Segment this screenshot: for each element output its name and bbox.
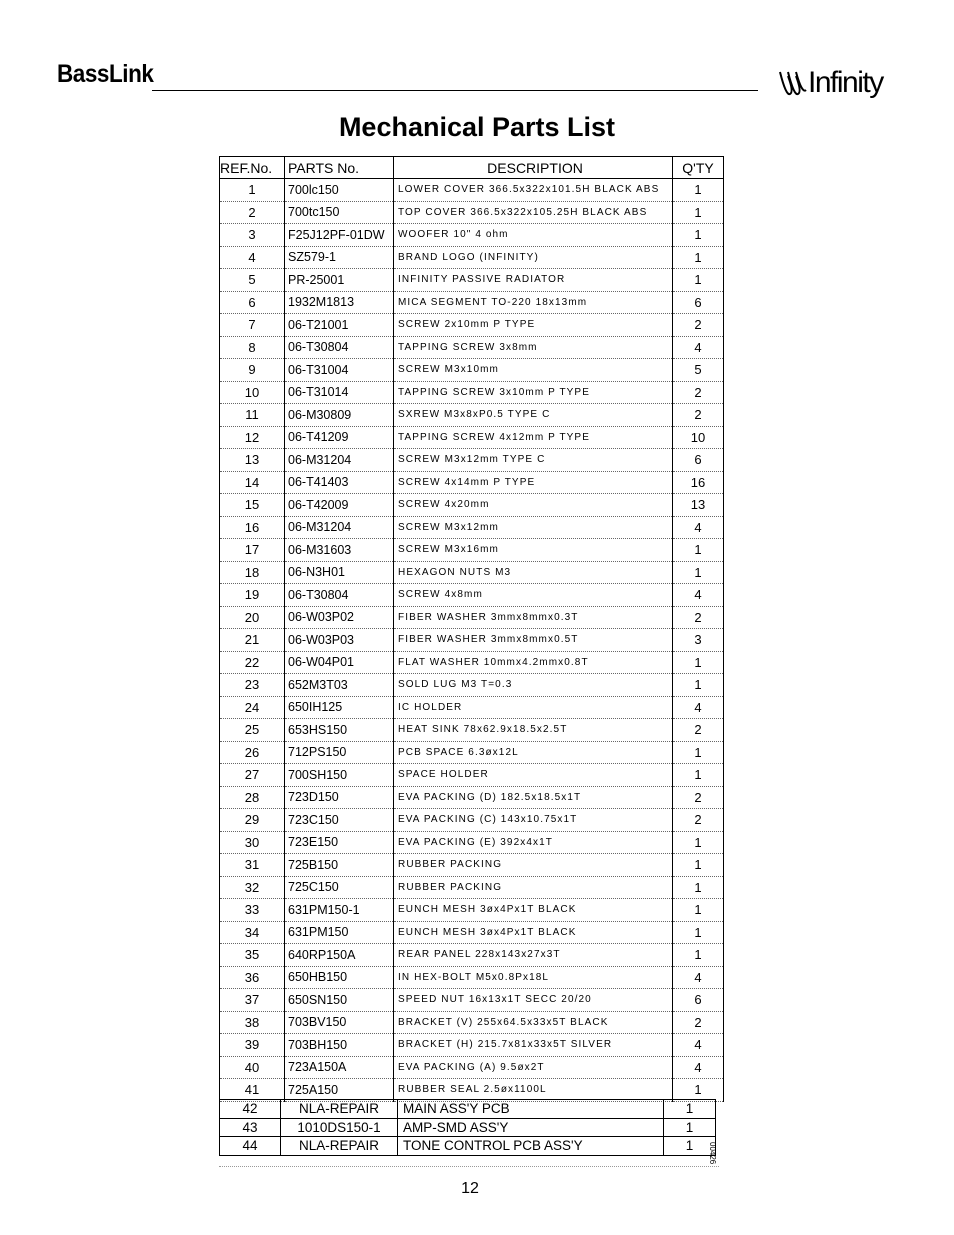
- part-number-cell: 06-T42009: [285, 494, 394, 517]
- description-cell: SOLD LUG M3 T=0.3: [394, 674, 673, 697]
- part-number-cell: 723E150: [285, 831, 394, 854]
- part-number-cell: 06-W04P01: [285, 651, 394, 674]
- qty-cell: 1: [673, 179, 724, 202]
- ref-cell: 32: [220, 876, 285, 899]
- description-cell: BRACKET (V) 255x64.5x33x5T BLACK: [394, 1011, 673, 1034]
- part-number-cell: 653HS150: [285, 719, 394, 742]
- ref-cell: 35: [220, 944, 285, 967]
- description-cell: INFINITY PASSIVE RADIATOR: [394, 269, 673, 292]
- part-number-cell: 650SN150: [285, 989, 394, 1012]
- table-row: [220, 764, 724, 787]
- table-row: [220, 539, 724, 562]
- qty-cell: 4: [673, 696, 724, 719]
- part-number-cell: 631PM150-1: [285, 899, 394, 922]
- ref-cell: 5: [220, 269, 285, 292]
- header-rule: [152, 90, 758, 91]
- part-number-cell: 725B150: [285, 854, 394, 877]
- qty-cell: 1: [673, 651, 724, 674]
- description-cell: SCREW M3x10mm: [394, 359, 673, 382]
- ref-cell: 44: [220, 1137, 281, 1156]
- ref-cell: 8: [220, 336, 285, 359]
- description-cell: FLAT WASHER 10mmx4.2mmx0.8T: [394, 651, 673, 674]
- ref-cell: 17: [220, 539, 285, 562]
- part-number-cell: 06-M31204: [285, 516, 394, 539]
- table-row: [220, 741, 724, 764]
- document-code: 00426: [708, 1142, 717, 1165]
- description-cell: SCREW M3x12mm: [394, 516, 673, 539]
- table-row: [220, 1034, 724, 1057]
- description-cell: SCREW 2x10mm P TYPE: [394, 314, 673, 337]
- ref-cell: 19: [220, 584, 285, 607]
- ref-cell: 40: [220, 1056, 285, 1079]
- qty-cell: 1: [673, 944, 724, 967]
- table-row: [220, 426, 724, 449]
- part-number-cell: 06-T30804: [285, 336, 394, 359]
- description-cell: WOOFER 10" 4 ohm: [394, 224, 673, 247]
- qty-cell: 4: [673, 584, 724, 607]
- qty-cell: 13: [673, 494, 724, 517]
- part-number-cell: 650IH125: [285, 696, 394, 719]
- ref-cell: 14: [220, 471, 285, 494]
- part-number-cell: 631PM150: [285, 921, 394, 944]
- ref-cell: 10: [220, 381, 285, 404]
- qty-cell: 2: [673, 1011, 724, 1034]
- description-cell: TAPPING SCREW 3x10mm P TYPE: [394, 381, 673, 404]
- description-cell: HEAT SINK 78x62.9x18.5x2.5T: [394, 719, 673, 742]
- description-cell: LOWER COVER 366.5x322x101.5H BLACK ABS: [394, 179, 673, 202]
- ref-cell: 27: [220, 764, 285, 787]
- page-title: Mechanical Parts List: [338, 112, 616, 142]
- ref-cell: 3: [220, 224, 285, 247]
- part-number-cell: 06-T41403: [285, 471, 394, 494]
- qty-cell: 1: [673, 674, 724, 697]
- description-cell: REAR PANEL 228x143x27x3T: [394, 944, 673, 967]
- table-row: [220, 1137, 716, 1156]
- part-number-cell: 1932M1813: [285, 291, 394, 314]
- part-number-cell: 06-N3H01: [285, 561, 394, 584]
- qty-cell: 1: [673, 741, 724, 764]
- table-row: [220, 201, 724, 224]
- part-number-cell: 06-T31004: [285, 359, 394, 382]
- part-number-cell: 650HB150: [285, 966, 394, 989]
- qty-cell: 16: [673, 471, 724, 494]
- part-number-cell: 703BH150: [285, 1034, 394, 1057]
- ref-cell: 42: [220, 1100, 281, 1119]
- ref-cell: 36: [220, 966, 285, 989]
- description-cell: IC HOLDER: [394, 696, 673, 719]
- ref-cell: 25: [220, 719, 285, 742]
- table-row: [220, 944, 724, 967]
- ref-cell: 2: [220, 201, 285, 224]
- part-number-cell: 725A150: [285, 1079, 394, 1102]
- table-row: [220, 966, 724, 989]
- description-cell: EVA PACKING (E) 392x4x1T: [394, 831, 673, 854]
- header-qty: Q'TY: [673, 157, 724, 179]
- header-parts-no: PARTS No.: [285, 157, 394, 179]
- qty-cell: 1: [673, 764, 724, 787]
- part-number-cell: 700SH150: [285, 764, 394, 787]
- ref-cell: 28: [220, 786, 285, 809]
- qty-cell: 4: [673, 1034, 724, 1057]
- ref-cell: 29: [220, 809, 285, 832]
- qty-cell: 2: [673, 606, 724, 629]
- ref-cell: 9: [220, 359, 285, 382]
- qty-cell: 1: [673, 246, 724, 269]
- ref-cell: 38: [220, 1011, 285, 1034]
- table-row: [220, 606, 724, 629]
- part-number-cell: 06-T30804: [285, 584, 394, 607]
- description-cell: SPEED NUT 16x13x1T SECC 20/20: [394, 989, 673, 1012]
- table-row: [220, 674, 724, 697]
- ref-cell: 26: [220, 741, 285, 764]
- description-cell: EVA PACKING (C) 143x10.75x1T: [394, 809, 673, 832]
- qty-cell: 3: [673, 629, 724, 652]
- header-ref: REF.No.: [220, 157, 285, 179]
- qty-cell: 6: [673, 291, 724, 314]
- table-row: [220, 629, 724, 652]
- description-cell: SCREW 4x20mm: [394, 494, 673, 517]
- qty-cell: 4: [673, 1056, 724, 1079]
- description-cell: EVA PACKING (A) 9.5øx2T: [394, 1056, 673, 1079]
- ref-cell: 30: [220, 831, 285, 854]
- table-row: [220, 404, 724, 427]
- qty-cell: 2: [673, 719, 724, 742]
- part-number-cell: 703BV150: [285, 1011, 394, 1034]
- part-number-cell: 06-M31204: [285, 449, 394, 472]
- description-cell: SCREW 4x14mm P TYPE: [394, 471, 673, 494]
- ref-cell: 21: [220, 629, 285, 652]
- description-cell: RUBBER PACKING: [394, 876, 673, 899]
- part-number-cell: F25J12PF-01DW: [285, 224, 394, 247]
- ref-cell: 43: [220, 1118, 281, 1137]
- description-cell: RUBBER SEAL 2.5øx1100L: [394, 1079, 673, 1102]
- description-cell: PCB SPACE 6.3øx12L: [394, 741, 673, 764]
- ref-cell: 13: [220, 449, 285, 472]
- ref-cell: 1: [220, 179, 285, 202]
- ref-cell: 11: [220, 404, 285, 427]
- ref-cell: 39: [220, 1034, 285, 1057]
- part-number-cell: 723D150: [285, 786, 394, 809]
- qty-cell: 2: [673, 786, 724, 809]
- part-number-cell: NLA-REPAIR: [281, 1100, 398, 1119]
- ref-cell: 24: [220, 696, 285, 719]
- table-row: [220, 561, 724, 584]
- qty-cell: 2: [673, 404, 724, 427]
- qty-cell: 6: [673, 449, 724, 472]
- part-number-cell: 700tc150: [285, 201, 394, 224]
- qty-cell: 6: [673, 989, 724, 1012]
- table-row: [220, 314, 724, 337]
- infinity-logo-icon: [778, 68, 810, 98]
- qty-cell: 1: [673, 561, 724, 584]
- ref-cell: 34: [220, 921, 285, 944]
- table-row: [220, 786, 724, 809]
- part-number-cell: 640RP150A: [285, 944, 394, 967]
- description-cell: TAPPING SCREW 3x8mm: [394, 336, 673, 359]
- qty-cell: 4: [673, 516, 724, 539]
- ref-cell: 20: [220, 606, 285, 629]
- part-number-cell: 06-W03P02: [285, 606, 394, 629]
- ref-cell: 7: [220, 314, 285, 337]
- table-row: [220, 224, 724, 247]
- table-row: [220, 291, 724, 314]
- qty-cell: 1: [673, 831, 724, 854]
- ref-cell: 6: [220, 291, 285, 314]
- qty-cell: 1: [664, 1137, 716, 1156]
- table-row: [220, 876, 724, 899]
- qty-cell: 4: [673, 966, 724, 989]
- part-number-cell: SZ579-1: [285, 246, 394, 269]
- ref-cell: 18: [220, 561, 285, 584]
- table-row: [220, 854, 724, 877]
- table-row: [220, 1056, 724, 1079]
- qty-cell: 1: [673, 224, 724, 247]
- part-number-cell: 712PS150: [285, 741, 394, 764]
- description-cell: FIBER WASHER 3mmx8mmx0.5T: [394, 629, 673, 652]
- ref-cell: 4: [220, 246, 285, 269]
- qty-cell: 1: [673, 1079, 724, 1102]
- part-number-cell: 723A150A: [285, 1056, 394, 1079]
- qty-cell: 4: [673, 336, 724, 359]
- table-row: [220, 921, 724, 944]
- ref-cell: 41: [220, 1079, 285, 1102]
- description-cell: HEXAGON NUTS M3: [394, 561, 673, 584]
- header-description: DESCRIPTION: [394, 157, 673, 179]
- description-cell: RUBBER PACKING: [394, 854, 673, 877]
- description-cell: SCREW M3x12mm TYPE C: [394, 449, 673, 472]
- ref-cell: 31: [220, 854, 285, 877]
- qty-cell: 1: [673, 201, 724, 224]
- ref-cell: 15: [220, 494, 285, 517]
- parts-table: [219, 156, 724, 1102]
- table-row: [220, 651, 724, 674]
- ref-cell: 12: [220, 426, 285, 449]
- ref-cell: 23: [220, 674, 285, 697]
- description-cell: SPACE HOLDER: [394, 764, 673, 787]
- table-row: [220, 809, 724, 832]
- qty-cell: 1: [673, 921, 724, 944]
- description-cell: BRACKET (H) 215.7x81x33x5T SILVER: [394, 1034, 673, 1057]
- description-cell: TONE CONTROL PCB ASS'Y: [398, 1137, 664, 1156]
- table-row: [220, 359, 724, 382]
- table-row: [220, 381, 724, 404]
- table-row: [220, 494, 724, 517]
- description-cell: MICA SEGMENT TO-220 18x13mm: [394, 291, 673, 314]
- description-cell: EVA PACKING (D) 182.5x18.5x1T: [394, 786, 673, 809]
- description-cell: TAPPING SCREW 4x12mm P TYPE: [394, 426, 673, 449]
- ref-cell: 37: [220, 989, 285, 1012]
- part-number-cell: 700lc150: [285, 179, 394, 202]
- description-cell: BRAND LOGO (INFINITY): [394, 246, 673, 269]
- part-number-cell: 06-M30809: [285, 404, 394, 427]
- table-row: [220, 1100, 716, 1119]
- table-row: [220, 471, 724, 494]
- part-number-cell: NLA-REPAIR: [281, 1137, 398, 1156]
- description-cell: SXREW M3x8xP0.5 TYPE C: [394, 404, 673, 427]
- qty-cell: 10: [673, 426, 724, 449]
- description-cell: SCREW 4x8mm: [394, 584, 673, 607]
- table-row: [220, 449, 724, 472]
- part-number-cell: 723C150: [285, 809, 394, 832]
- description-cell: IN HEX-BOLT M5x0.8Px18L: [394, 966, 673, 989]
- qty-cell: 5: [673, 359, 724, 382]
- table-row: [220, 336, 724, 359]
- table-row: [220, 269, 724, 292]
- ref-cell: 33: [220, 899, 285, 922]
- description-cell: TOP COVER 366.5x322x105.25H BLACK ABS: [394, 201, 673, 224]
- qty-cell: 1: [673, 269, 724, 292]
- assembly-table: [219, 1099, 716, 1156]
- ref-cell: 22: [220, 651, 285, 674]
- part-number-cell: 06-T41209: [285, 426, 394, 449]
- qty-cell: 1: [664, 1118, 716, 1137]
- description-cell: AMP-SMD ASS'Y: [398, 1118, 664, 1137]
- part-number-cell: PR-25001: [285, 269, 394, 292]
- part-number-cell: 06-M31603: [285, 539, 394, 562]
- table-header-row: [220, 157, 724, 179]
- description-cell: MAIN ASS'Y PCB: [398, 1100, 664, 1119]
- part-number-cell: 06-W03P03: [285, 629, 394, 652]
- table-row: [220, 1079, 724, 1102]
- table-row: [220, 584, 724, 607]
- part-number-cell: 06-T31014: [285, 381, 394, 404]
- part-number-cell: 1010DS150-1: [281, 1118, 398, 1137]
- description-cell: EUNCH MESH 3øx4Px1T BLACK: [394, 899, 673, 922]
- qty-cell: 1: [673, 539, 724, 562]
- table-row: [220, 246, 724, 269]
- table-bottom-rule: [219, 1166, 719, 1167]
- infinity-logo: [778, 66, 900, 100]
- table-row: [220, 179, 724, 202]
- table-row: [220, 719, 724, 742]
- qty-cell: 1: [673, 876, 724, 899]
- table-row: [220, 831, 724, 854]
- table-row: [220, 696, 724, 719]
- qty-cell: 2: [673, 314, 724, 337]
- part-number-cell: 652M3T03: [285, 674, 394, 697]
- description-cell: SCREW M3x16mm: [394, 539, 673, 562]
- part-number-cell: 06-T21001: [285, 314, 394, 337]
- qty-cell: 1: [673, 854, 724, 877]
- table-row: [220, 516, 724, 539]
- ref-cell: 16: [220, 516, 285, 539]
- table-row: [220, 1011, 724, 1034]
- document-title: BassLink: [57, 60, 154, 88]
- table-row: [220, 899, 724, 922]
- description-cell: FIBER WASHER 3mmx8mmx0.3T: [394, 606, 673, 629]
- qty-cell: 2: [673, 809, 724, 832]
- brand-wordmark: Infinity: [808, 66, 883, 99]
- qty-cell: 1: [664, 1100, 716, 1119]
- qty-cell: 2: [673, 381, 724, 404]
- part-number-cell: 725C150: [285, 876, 394, 899]
- qty-cell: 1: [673, 899, 724, 922]
- description-cell: EUNCH MESH 3øx4Px1T BLACK: [394, 921, 673, 944]
- table-row: [220, 1118, 716, 1137]
- table-row: [220, 989, 724, 1012]
- page-number: 12: [461, 1180, 479, 1197]
